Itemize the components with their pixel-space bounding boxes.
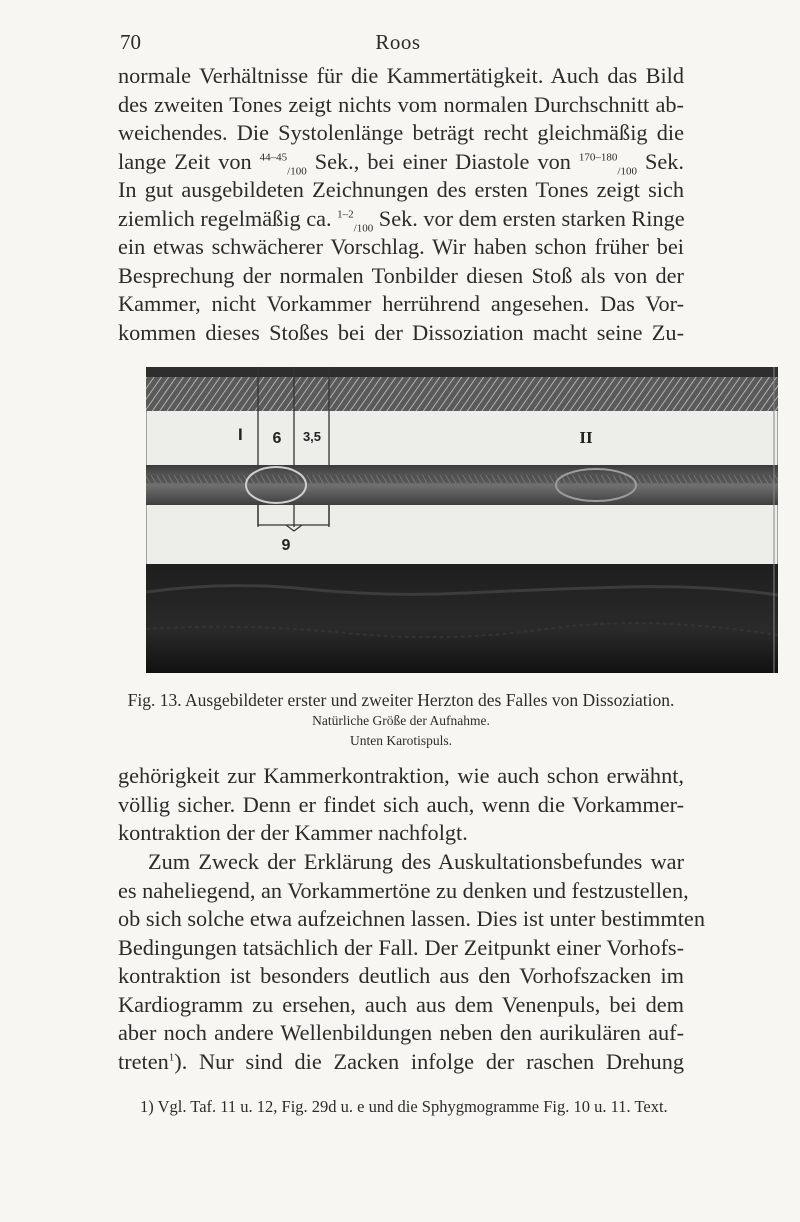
- text-line: ob sich solche etwa aufzeichnen lassen. Dies ist unter bestimmten: [118, 906, 705, 931]
- label-3-5: 3,5: [302, 429, 322, 444]
- figure-caption: Fig. 13. Ausgebildeter erster und zweiter Herzton des Falles von Dissoziation.: [127, 690, 675, 710]
- paragraph-3: [118, 848, 705, 1076]
- text-line: kontraktion der der Kammer nachfolgt.: [118, 820, 468, 845]
- text-line: es naheliegend, an Vorkammertöne zu denken und festzustellen,: [118, 877, 689, 903]
- text-line: Bedingungen tatsächlich der Fall. Der Zeitpunkt einer Vorhofs-: [118, 934, 684, 960]
- carotid-pulse-band: [146, 564, 778, 673]
- phonocardiogram-figure: [146, 367, 778, 673]
- text-line: Kammer, nicht Vorkammer herrührend angesehen. Das Vor-: [118, 291, 684, 316]
- label-I: I: [238, 425, 243, 444]
- footnote: 1) Vgl. Taf. 11 u. 12, Fig. 29d u. e und die Sphygmogramme Fig. 10 u. 11. Text.: [140, 1097, 668, 1116]
- text-line: ein etwas schwächerer Vorschlag. Wir haben schon früher bei: [118, 234, 684, 259]
- text-line: lange Zeit von $^{44-45}_{/100}$ Sek., bei einer Diastole von $^{170-180}_{/100}$ Sek.: [118, 148, 684, 177]
- page-header: [120, 30, 676, 62]
- label-6: 6: [272, 430, 282, 447]
- label-II: II: [579, 428, 593, 447]
- text-line: Besprechung der normalen Tonbilder diesen Stoß als von der: [118, 262, 684, 288]
- text-line: treten$^1$). Nur sind die Zacken infolge der raschen Drehung: [118, 1048, 684, 1074]
- text-line: völlig sicher. Denn er findet sich auch, wenn die Vorkammer-: [118, 791, 684, 817]
- trace-band-middle: [146, 465, 778, 505]
- text-line: weichendes. Die Systolenlänge beträgt recht gleichmäßig die: [118, 120, 684, 145]
- text-line: ziemlich regelmäßig ca. $^{1-2}_{/100}$ Sek. vor dem ersten starken Ringe: [118, 205, 685, 234]
- label-9: 9: [281, 537, 291, 554]
- caption-note: Unten Karotispuls.: [350, 733, 452, 748]
- text-line: gehörigkeit zur Kammerkontraktion, wie auch schon erwähnt,: [118, 763, 684, 788]
- text-line: normale Verhältnisse für die Kammertätigkeit. Auch das Bild: [118, 63, 684, 88]
- paragraph-1: [118, 62, 684, 347]
- running-head: Roos: [375, 30, 421, 54]
- page-number: 70: [120, 30, 141, 54]
- text-line: aber noch andere Wellenbildungen neben den aurikulären auf-: [118, 1020, 684, 1045]
- text-line: Zum Zweck der Erklärung des Auskultationsbefundes war: [148, 849, 684, 874]
- text-line: kommen dieses Stoßes bei der Dissoziation macht seine Zu-: [118, 319, 684, 345]
- text-line: In gut ausgebildeten Zeichnungen des ersten Tones zeigt sich: [118, 177, 684, 202]
- paragraph-2: [118, 762, 684, 848]
- text-line: Kardiogramm zu ersehen, auch aus dem Venenpuls, bei dem: [118, 991, 684, 1017]
- caption-note: Natürliche Größe der Aufnahme.: [312, 713, 490, 728]
- text-line: des zweiten Tones zeigt nichts vom normalen Durchschnitt ab-: [118, 91, 684, 117]
- text-line: kontraktion ist besonders deutlich aus den Vorhofszacken im: [118, 963, 684, 988]
